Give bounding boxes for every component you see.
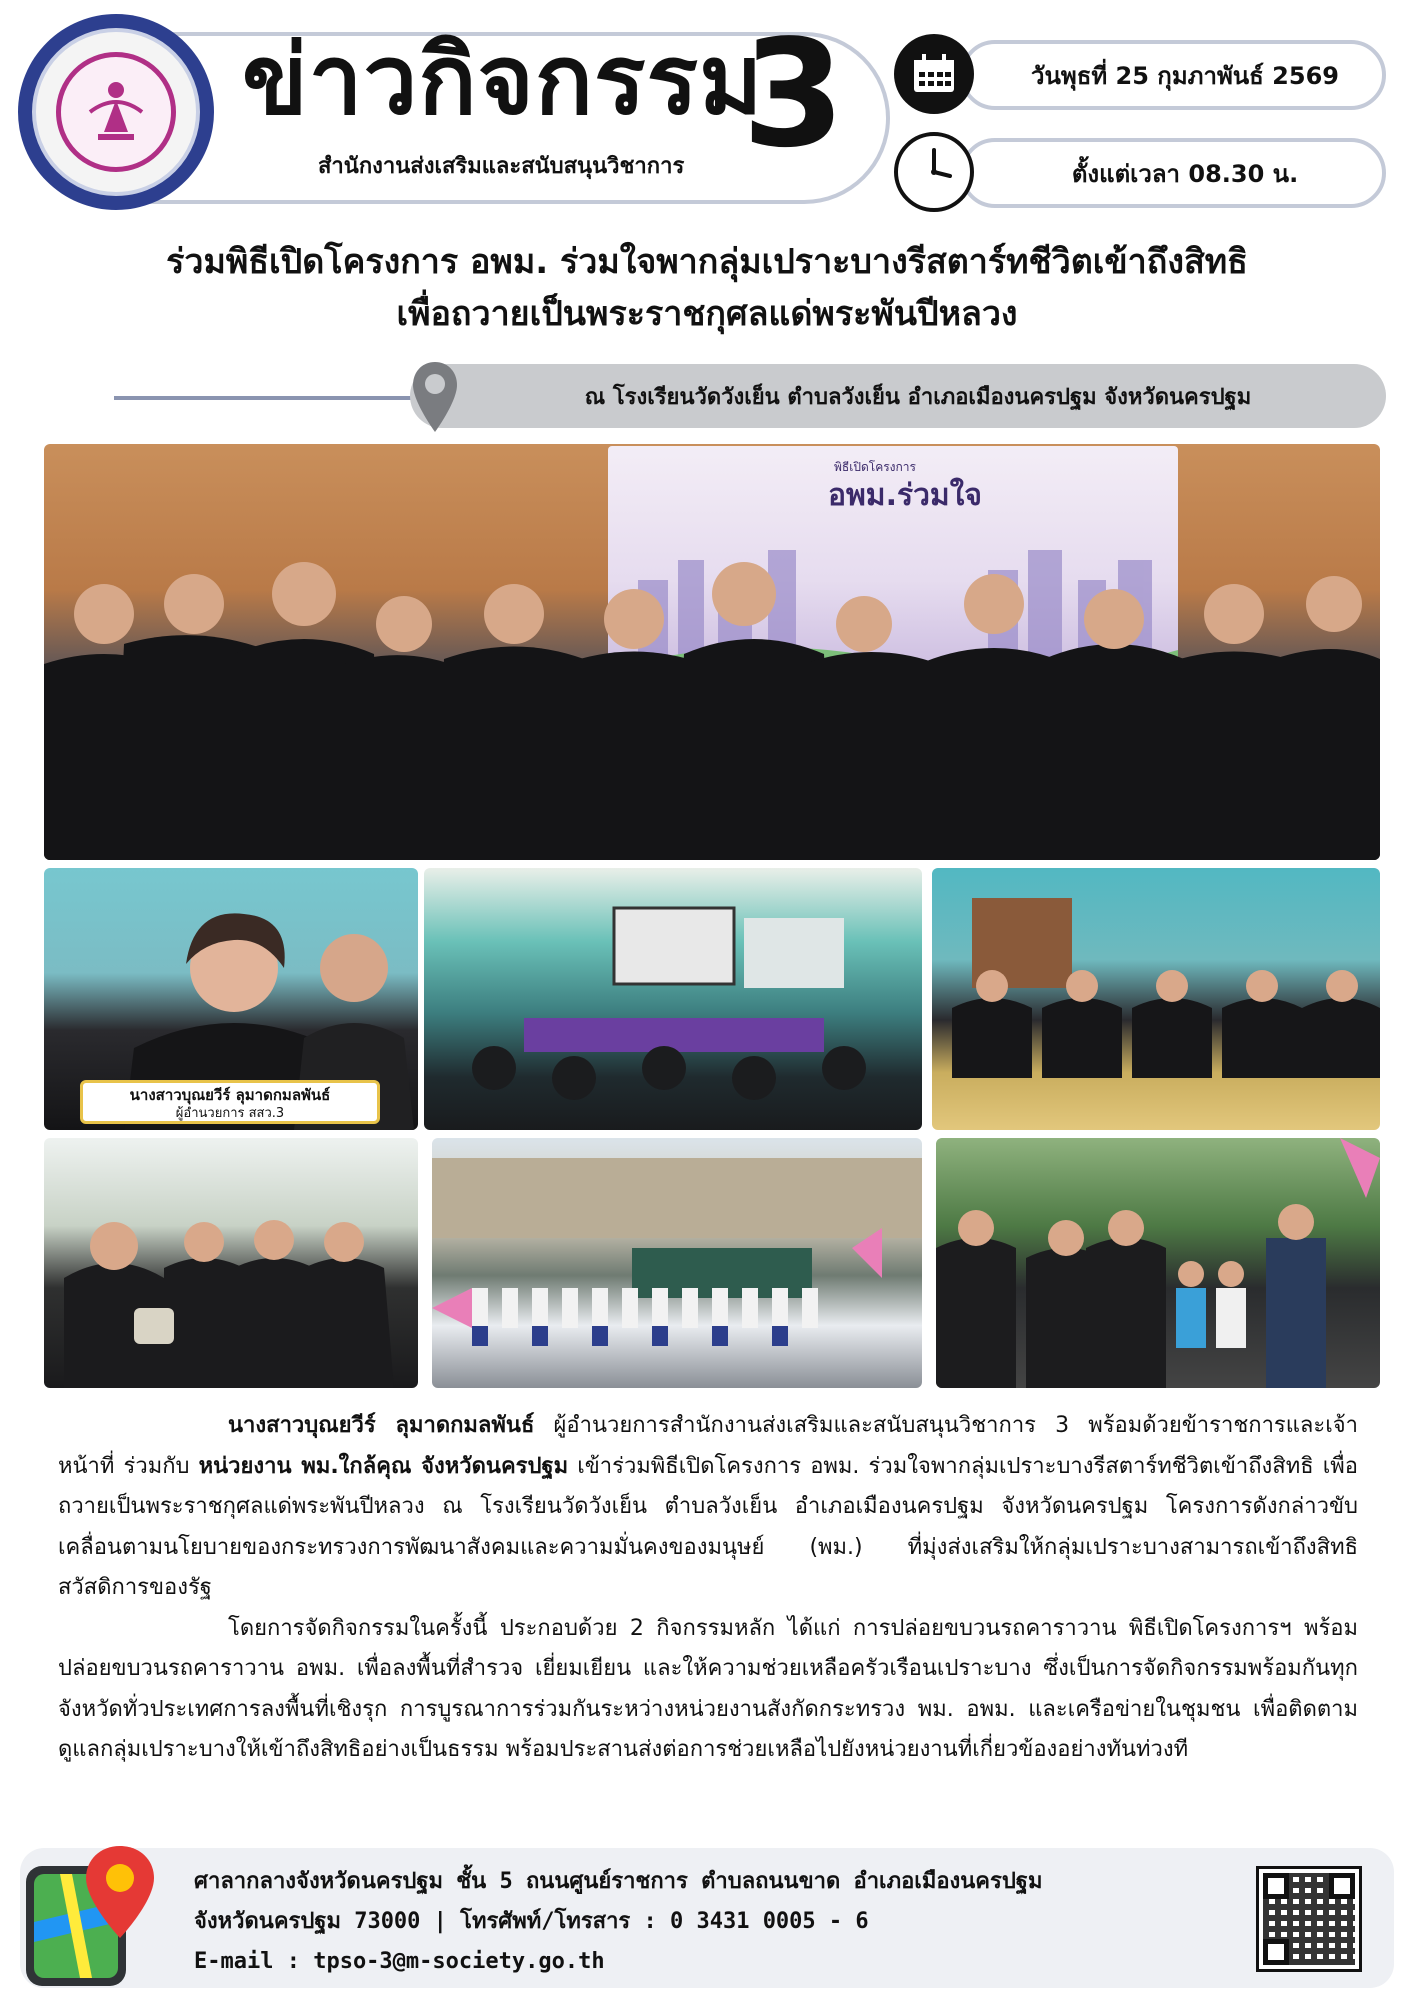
location-text: ณ โรงเรียนวัดวังเย็น ตำบลวังเย็น อำเภอเมืองนครปฐม จังหวัดนครปฐม — [584, 384, 1252, 410]
footer-contact — [194, 1862, 1042, 1982]
event-date — [960, 40, 1386, 110]
banner-title: อพม.ร่วมใจ — [828, 478, 982, 513]
location-bar — [410, 364, 1386, 428]
qr-finder-bottom-left — [1263, 1939, 1289, 1965]
event-time — [960, 138, 1386, 208]
footer-email: E-mail : tpso-3@m-society.go.th — [194, 1949, 605, 1974]
article-body — [58, 1406, 1358, 1771]
location-divider — [114, 396, 434, 400]
home-visit-graphic — [936, 1138, 1380, 1388]
qr-finder-top-right — [1329, 1873, 1355, 1899]
group-photo-main — [44, 444, 1380, 860]
deity-emblem-icon — [76, 72, 156, 152]
students-graphic — [432, 1138, 922, 1388]
partner-agency-bold: หน่วยงาน พม.ใกล้คุณ จังหวัดนครปฐม — [198, 1453, 569, 1479]
paragraph-1-part-1: ผู้อำนวยการสำนักงานส่งเสริมและสนับสนุนวิชาการ 3 พร้อมด้วยข้าราชการและเจ้าหน้าที่ ร่วมกับ — [58, 1413, 1358, 1479]
article-paragraph-2: โดยการจัดกิจกรรมในครั้งนี้ ประกอบด้วย 2 กิจกรรมหลัก ได้แก่ การปล่อยขบวนรถคาราวาน พิธีเปิดโครงการฯ พร้อมปล่อยขบวนรถคาราวาน อพม. เพื่อลงพื้นที่สำรวจ เยี่ยมเยียน และให้ความช่วยเหลือครัวเรือนเปราะบาง ซึ่งเป็นการจัดกิจกรรมพร้อมกันทุกจังหวัดทั่วประเทศการลงพื้นที่เชิงรุก การบูรณาการร่วมกันระหว่างหน่วยงานสังกัดกระทรวง พม. อพม. และเครือข่ายในชุมชน เพื่อติดตามดูแลกลุ่มเปราะบางให้เข้าถึงสิทธิอย่างเป็นธรรม พร้อมประสานส่งต่อการช่วยเหลือไปยังหน่วยงานที่เกี่ยวข้องอย่างทันท่วงที — [58, 1615, 1358, 1762]
photo-home-visit — [936, 1138, 1380, 1388]
photo-students-assembly — [432, 1138, 922, 1388]
crowd-graphic — [44, 444, 1380, 860]
footer-address-line-2: จังหวัดนครปฐม 73000 | โทรศัพท์/โทรสาร : 0 3431 0005 - 6 — [194, 1909, 869, 1934]
banner-subtitle: พิธีเปิดโครงการ — [834, 460, 916, 474]
qr-code[interactable] — [1256, 1866, 1362, 1972]
agency-name: สำนักงานส่งเสริมและสนับสนุนวิชาการ — [318, 154, 685, 179]
head-table-graphic — [932, 868, 1380, 1130]
director-name-bold: นางสาวบุณยวีร์ ลุมาดกมลพันธ์ — [228, 1413, 535, 1438]
director-name: นางสาวบุณยวีร์ ลุมาดกมลพันธ์ — [129, 1086, 331, 1104]
paragraph-1-part-2: เข้าร่วมพิธีเปิดโครงการ อพม. ร่วมใจพากลุ่มเปราะบางรีสตาร์ทชีวิตเข้าถึงสิทธิ เพื่อถวายเป็นพระราชกุศลแด่พระพันปีหลวง ณ โรงเรียนวัดวังเย็น ตำบลวังเย็น อำเภอเมืองนครปฐม จังหวัดนครปฐม โครงการดังกล่าวขับเคลื่อนตามนโยบายของกระทรวงการพัฒนาสังคมและความมั่นคงของมนุษย์ (พม.) ที่มุ่งส่งเสริมให้กลุ่มเปราะบางสามารถเข้าถึงสิทธิสวัสดิการของรัฐ — [58, 1453, 1358, 1600]
agency-seal-logo — [18, 14, 214, 210]
event-time-text: ตั้งแต่เวลา 08.30 น. — [1071, 159, 1299, 188]
calendar-icon — [894, 34, 974, 114]
event-date-text: วันพุธที่ 25 กุมภาพันธ์ 2569 — [1031, 61, 1339, 90]
newsletter-title: ข่าวกิจกรรม — [242, 24, 764, 136]
article-paragraph-1 — [58, 1406, 1358, 1609]
newsletter-number: 3 — [742, 8, 845, 180]
director-role: ผู้อำนวยการ สสว.3 — [175, 1106, 285, 1121]
director-caption — [80, 1080, 380, 1124]
headline-line-2: เพื่อถวายเป็นพระราชกุศลแด่พระพันปีหลวง — [396, 294, 1018, 334]
seated-graphic — [44, 1138, 418, 1388]
footer-address-line-1: ศาลากลางจังหวัดนครปฐม ชั้น 5 ถนนศูนย์ราชการ ตำบลถนนขาด อำเภอเมืองนครปฐม — [194, 1869, 1043, 1894]
photo-head-table — [932, 868, 1380, 1130]
headline-line-1: ร่วมพิธีเปิดโครงการ อพม. ร่วมใจพากลุ่มเปราะบางรีสตาร์ทชีวิตเข้าถึงสิทธิ — [166, 242, 1248, 282]
headline — [40, 236, 1374, 340]
qr-finder-top-left — [1263, 1873, 1289, 1899]
map-app-icon — [20, 1842, 160, 1992]
meeting-graphic — [424, 868, 922, 1130]
clock-icon — [894, 132, 974, 212]
photo-seated-participants — [44, 1138, 418, 1388]
photo-meeting-room — [424, 868, 922, 1130]
map-pin-icon — [410, 360, 460, 434]
header — [0, 0, 1414, 215]
